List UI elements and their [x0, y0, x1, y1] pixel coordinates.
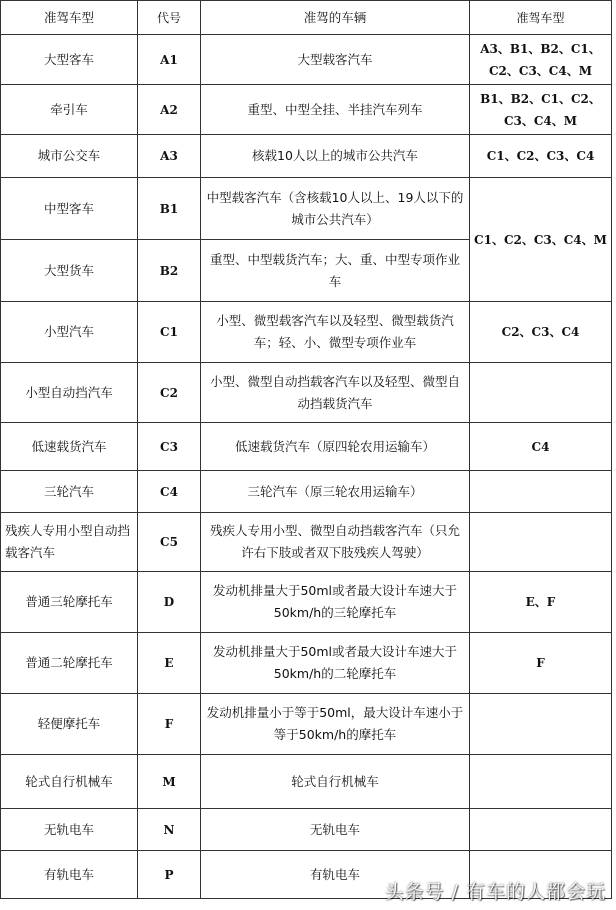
class-cell: 牵引车 [1, 85, 138, 135]
class-cell [1, 513, 138, 572]
allowed-cell: E、F [470, 572, 612, 633]
class-cell: 普通二轮摩托车 [1, 633, 138, 694]
vehicles-text: 发动机排量小于等于50ml，最大设计车速小于等于50km/h的摩托车 [206, 705, 464, 742]
code-cell: D [138, 572, 201, 633]
code-cell: A2 [138, 85, 201, 135]
allowed-cell [470, 513, 612, 572]
allowed-cell [470, 471, 612, 513]
class-cell: 无轨电车 [1, 809, 138, 851]
code-cell: C3 [138, 423, 201, 471]
class-cell: 轮式自行机械车 [1, 755, 138, 809]
table-row [1, 302, 612, 363]
code-cell: A3 [138, 135, 201, 178]
code-cell: P [138, 851, 201, 899]
table-row [1, 471, 612, 513]
vehicles-cell [201, 178, 470, 240]
code-cell: F [138, 694, 201, 755]
class-cell: 小型汽车 [1, 302, 138, 363]
vehicles-cell [201, 240, 470, 302]
allowed-cell: C1、C2、C3、C4、M [470, 178, 612, 302]
vehicles-cell: 无轨电车 [201, 809, 470, 851]
vehicles-text: 小型、微型自动挡载客汽车以及轻型、微型自动挡载货汽车 [209, 373, 460, 411]
vehicles-cell: 低速载货汽车（原四轮农用运输车） [201, 423, 470, 471]
vehicles-cell: 大型载客汽车 [201, 35, 470, 85]
vehicles-cell [201, 363, 470, 423]
class-cell: 轻便摩托车 [1, 694, 138, 755]
header-vehicles: 准驾的车辆 [201, 1, 470, 35]
vehicles-cell: 三轮汽车（原三轮农用运输车） [201, 471, 470, 513]
vehicles-cell [201, 513, 470, 572]
vehicles-cell [201, 572, 470, 633]
table-row [1, 423, 612, 471]
vehicles-cell [201, 302, 470, 363]
allowed-cell: C2、C3、C4 [470, 302, 612, 363]
header-class: 准驾车型 [1, 1, 138, 35]
code-cell: N [138, 809, 201, 851]
table-row [1, 809, 612, 851]
header-code: 代号 [138, 1, 201, 35]
code-cell: E [138, 633, 201, 694]
vehicles-cell: 轮式自行机械车 [201, 755, 470, 809]
class-cell: 小型自动挡汽车 [1, 363, 138, 423]
code-cell: C2 [138, 363, 201, 423]
allowed-cell [470, 755, 612, 809]
allowed-cell [470, 363, 612, 423]
vehicles-text: 发动机排量大于50ml或者最大设计车速大于50km/h的三轮摩托车 [212, 583, 458, 620]
table-row [1, 35, 612, 85]
code-cell: A1 [138, 35, 201, 85]
table-row [1, 755, 612, 809]
table-row [1, 178, 612, 240]
table-row [1, 633, 612, 694]
vehicles-cell [201, 694, 470, 755]
allowed-cell: C4 [470, 423, 612, 471]
table-row [1, 572, 612, 633]
code-cell: C5 [138, 513, 201, 572]
header-allowed: 准驾车型 [470, 1, 612, 35]
class-cell: 普通三轮摩托车 [1, 572, 138, 633]
table-header-row [1, 1, 612, 35]
class-text: 残疾人专用小型自动挡载客汽车 [5, 523, 131, 560]
table-row [1, 694, 612, 755]
table-row [1, 363, 612, 423]
code-cell: B1 [138, 178, 201, 240]
allowed-cell [470, 694, 612, 755]
vehicles-cell [201, 633, 470, 694]
code-cell: C1 [138, 302, 201, 363]
vehicles-text: 小型、微型载客汽车以及轻型、微型载货汽车；轻、小、微型专项作业车 [216, 313, 454, 350]
watermark-text: 头条号 / 有车的人都会玩 [384, 881, 606, 903]
table-row [1, 85, 612, 135]
code-cell: M [138, 755, 201, 809]
vehicles-text: 残疾人专用小型、微型自动挡载客汽车（只允许右下肢或者双下肢残疾人驾驶） [209, 523, 460, 560]
allowed-cell: C1、C2、C3、C4 [470, 135, 612, 178]
table-row [1, 513, 612, 572]
class-cell: 大型客车 [1, 35, 138, 85]
class-cell: 城市公交车 [1, 135, 138, 178]
allowed-cell: F [470, 633, 612, 694]
allowed-cell [470, 809, 612, 851]
vehicles-cell: 核载10人以上的城市公共汽车 [201, 135, 470, 178]
vehicles-text: 重型、中型载货汽车；大、重、中型专项作业车 [209, 251, 460, 289]
class-cell: 低速载货汽车 [1, 423, 138, 471]
vehicles-cell: 重型、中型全挂、半挂汽车列车 [201, 85, 470, 135]
vehicles-cell: 有轨电车 [201, 851, 470, 899]
class-cell: 大型货车 [1, 240, 138, 302]
allowed-cell: A3、B1、B2、C1、C2、C3、C4、M [470, 35, 612, 85]
code-cell: C4 [138, 471, 201, 513]
class-cell: 有轨电车 [1, 851, 138, 899]
code-cell: B2 [138, 240, 201, 302]
vehicles-text: 发动机排量大于50ml或者最大设计车速大于50km/h的二轮摩托车 [212, 644, 458, 681]
vehicles-text: 中型载客汽车（含核载10人以上、19人以下的城市公共汽车） [206, 189, 464, 227]
class-cell: 三轮汽车 [1, 471, 138, 513]
class-cell: 中型客车 [1, 178, 138, 240]
table-row [1, 135, 612, 178]
allowed-cell: B1、B2、C1、C2、C3、C4、M [470, 85, 612, 135]
